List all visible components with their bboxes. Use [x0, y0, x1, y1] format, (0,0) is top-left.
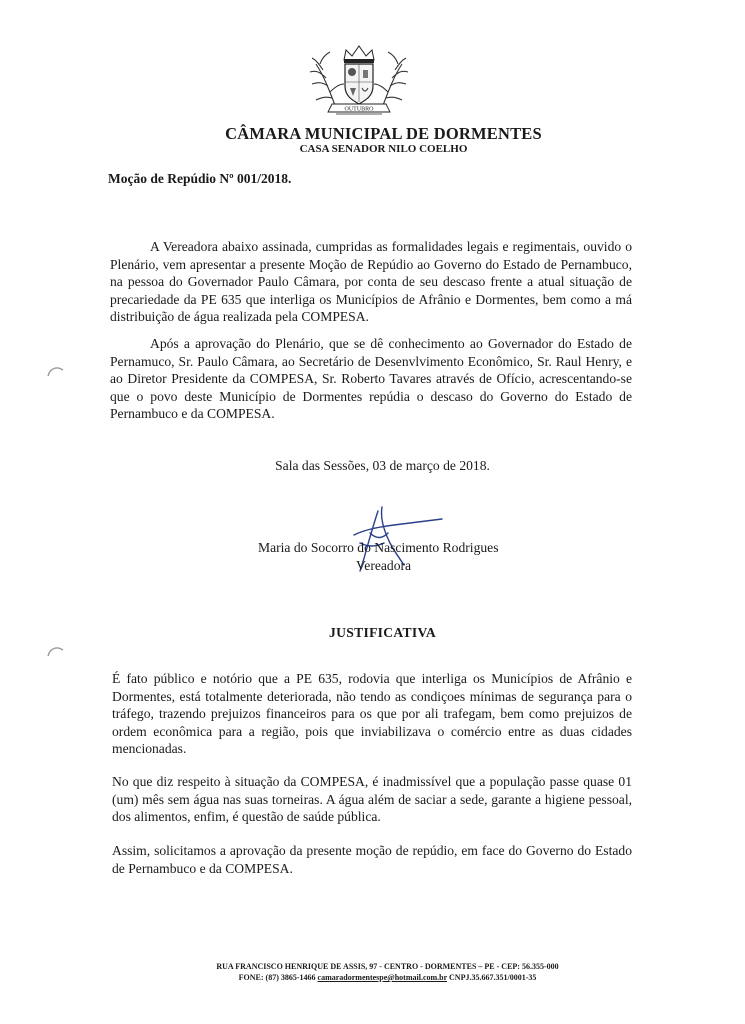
justification-paragraph-1: É fato público e notório que a PE 635, rodovia que interliga os Municípios de Afrânio e Dormentes, está totalmente deteriorada, não tendo as condiçoes mínimas de segurança para o tráfego, trazendo prejuizos financeiros para os que por ali trafegam, bem como prejuizos de ordem econômica para a região, pois que inviabilizava o comércio entre as duas cidades mencionadas. [112, 671, 632, 756]
justification-paragraph-3: Assim, solicitamos a aprovação da presente moção de repúdio, em face do Governo do Estado de Pernambuco e da COMPESA. [112, 843, 632, 876]
crest-ribbon-text: OUTUBRO [344, 106, 374, 113]
footer-contact [0, 973, 745, 982]
motion-paragraph-1: A Vereadora abaixo assinada, cumpridas as formalidades legais e regimentais, ouvido o Plenário, vem apresentar a presente Moção de Repúdio ao Governo do Estado de Pernambuco, na pessoa do Governador Paulo Câmara, por conta de seu descaso frente a atual situação de precariedade da PE 635 que interliga os Municípios de Afrânio e Dormentes, bem como a má distribuição de água realizada pela COMPESA. [110, 239, 632, 324]
justification-title: JUSTIFICATIVA [329, 625, 436, 640]
justification-paragraph-2: No que diz respeito à situação da COMPESA, é inadmissível que a população passe quase 01 (um) mês sem água nas suas torneiras. A água além de saciar a sede, garante a higiene pessoal, dos alimentos, enfim, é questão de saúde pública. [112, 774, 632, 824]
punch-hole-mark [45, 642, 67, 664]
signatory-role: Vereadora [356, 558, 412, 573]
motion-title: Moção de Repúdio Nº 001/2018. [108, 171, 292, 186]
place-and-date: Sala das Sessões, 03 de março de 2018. [275, 458, 490, 473]
footer-email: camaradormentespe@hotmail.com.br [317, 973, 448, 982]
footer-phone: FONE: (87) 3865-1466 [238, 973, 316, 982]
motion-paragraph-2: Após a aprovação do Plenário, que se dê conhecimento ao Governador do Estado de Pernamuco, Sr. Paulo Câmara, ao Secretário de Desenvlvimento Econômico, Sr. Raul Henry, e ao Diretor Presidente da COMPESA, Sr. Roberto Tavares através de Ofício, acrescentando-se que o povo deste Município de Dormentes repúdia o descaso do Governo do Estado de Pernambuco e da COMPESA. [110, 336, 632, 421]
footer-address: RUA FRANCISCO HENRIQUE DE ASSIS, 97 - CENTRO - DORMENTES – PE - CEP: 56.355-000 [216, 962, 559, 971]
footer-cnpj: CNPJ.35.667.351/0001-35 [449, 973, 537, 982]
punch-hole-mark [45, 362, 67, 384]
chamber-title: CÂMARA MUNICIPAL DE DORMENTES [225, 124, 542, 143]
signatory-name: Maria do Socorro do Nascimento Rodrigues [258, 540, 499, 555]
chamber-subtitle: CASA SENADOR NILO COELHO [299, 143, 468, 155]
municipal-crest-logo [306, 42, 412, 122]
